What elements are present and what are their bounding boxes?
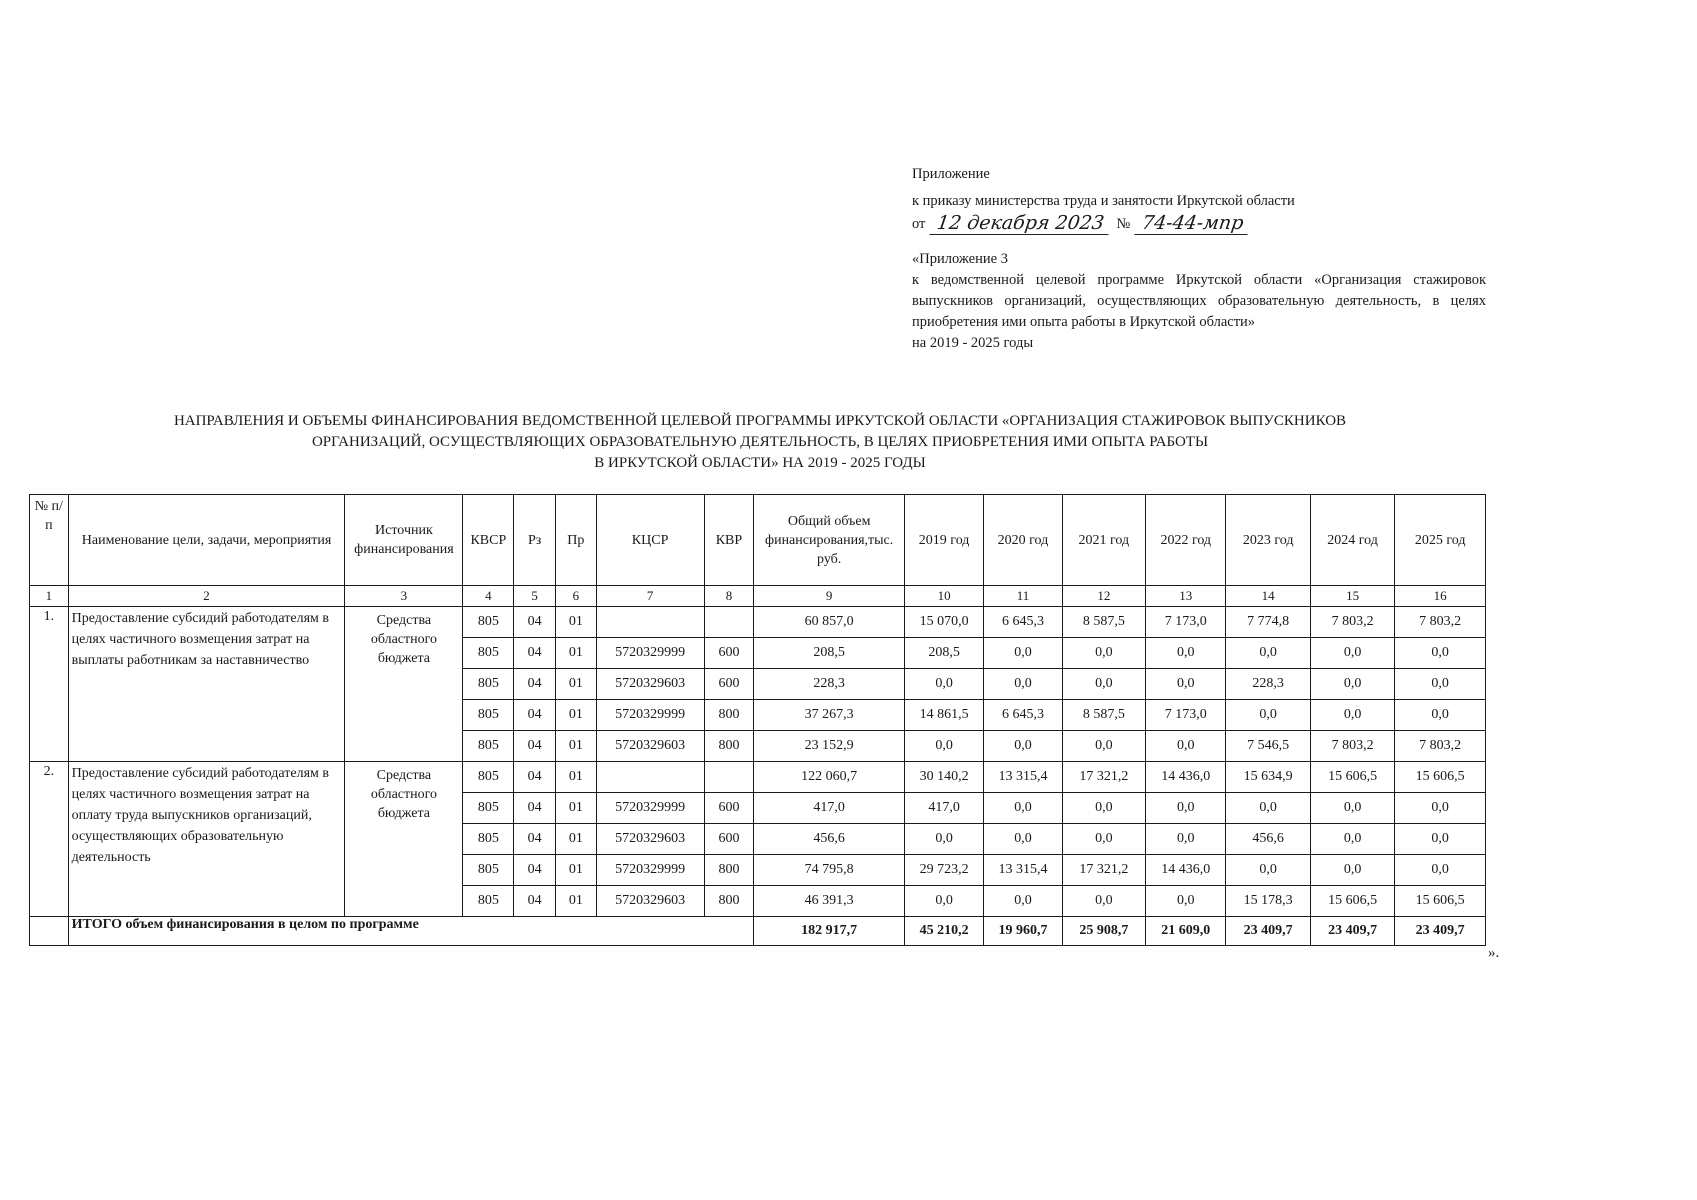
column-number: 6 bbox=[555, 586, 596, 607]
table-cell: 13 315,4 bbox=[984, 762, 1062, 793]
order-reference: к приказу министерства труда и занятости Иркутской области bbox=[912, 193, 1295, 209]
table-cell: 04 bbox=[514, 700, 556, 731]
column-number: 5 bbox=[514, 586, 556, 607]
column-number: 16 bbox=[1395, 586, 1486, 607]
table-cell: 0,0 bbox=[1226, 638, 1310, 669]
column-number: 4 bbox=[463, 586, 514, 607]
table-cell: 7 803,2 bbox=[1395, 731, 1486, 762]
table-cell: 6 645,3 bbox=[984, 700, 1062, 731]
table-cell: 600 bbox=[704, 824, 754, 855]
table-cell: 600 bbox=[704, 638, 754, 669]
table-cell: 0,0 bbox=[904, 886, 983, 917]
total-empty-cell bbox=[30, 917, 69, 946]
column-number-row bbox=[30, 586, 1486, 607]
row-index: 1. bbox=[30, 607, 69, 762]
table-cell: 0,0 bbox=[1146, 638, 1226, 669]
table-cell: 0,0 bbox=[1062, 638, 1145, 669]
table-cell: 15 070,0 bbox=[904, 607, 983, 638]
column-header: Общий объем финансирования,тыс. руб. bbox=[754, 495, 905, 586]
order-number-prefix: № bbox=[1116, 216, 1131, 232]
table-cell: 0,0 bbox=[1395, 638, 1486, 669]
table-cell: 5720329999 bbox=[596, 793, 704, 824]
table-cell: 0,0 bbox=[1146, 731, 1226, 762]
table-cell: 0,0 bbox=[1062, 886, 1145, 917]
column-number: 1 bbox=[30, 586, 69, 607]
column-number: 13 bbox=[1146, 586, 1226, 607]
table-cell: 0,0 bbox=[1395, 700, 1486, 731]
table-cell: 04 bbox=[514, 855, 556, 886]
table-cell: 15 606,5 bbox=[1395, 886, 1486, 917]
table-cell: 0,0 bbox=[984, 638, 1062, 669]
table-cell: 5720329603 bbox=[596, 669, 704, 700]
funding-source: Средства областного бюджета bbox=[345, 762, 463, 917]
column-header: 2024 год bbox=[1310, 495, 1394, 586]
table-cell bbox=[596, 762, 704, 793]
column-number: 8 bbox=[704, 586, 754, 607]
table-cell: 15 634,9 bbox=[1226, 762, 1310, 793]
table-cell: 0,0 bbox=[1062, 669, 1145, 700]
table-cell: 04 bbox=[514, 731, 556, 762]
table-cell: 0,0 bbox=[1226, 700, 1310, 731]
activity-name: Предоставление субсидий работодателям в целях частичного возмещения затрат на оплату труда выпускников организаций, осуществляющих образовательную деятельность bbox=[68, 762, 345, 917]
table-cell: 0,0 bbox=[984, 669, 1062, 700]
document-title bbox=[60, 411, 1460, 474]
table-cell: 7 774,8 bbox=[1226, 607, 1310, 638]
table-cell: 0,0 bbox=[1310, 700, 1394, 731]
table-cell: 15 606,5 bbox=[1395, 762, 1486, 793]
table-cell: 74 795,8 bbox=[754, 855, 905, 886]
table-cell: 0,0 bbox=[984, 886, 1062, 917]
table-cell: 14 436,0 bbox=[1146, 855, 1226, 886]
table-cell: 15 178,3 bbox=[1226, 886, 1310, 917]
table-cell: 17 321,2 bbox=[1062, 762, 1145, 793]
table-cell: 208,5 bbox=[904, 638, 983, 669]
column-header: 2019 год bbox=[904, 495, 983, 586]
table-cell: 01 bbox=[555, 793, 596, 824]
table-cell: 6 645,3 bbox=[984, 607, 1062, 638]
table-cell: 805 bbox=[463, 793, 514, 824]
table-cell: 04 bbox=[514, 669, 556, 700]
table-cell: 0,0 bbox=[1395, 669, 1486, 700]
column-number: 11 bbox=[984, 586, 1062, 607]
table-cell: 805 bbox=[463, 700, 514, 731]
table-cell: 600 bbox=[704, 669, 754, 700]
table-cell: 04 bbox=[514, 793, 556, 824]
table-cell: 29 723,2 bbox=[904, 855, 983, 886]
table-cell: 600 bbox=[704, 793, 754, 824]
table-cell: 14 861,5 bbox=[904, 700, 983, 731]
table-cell: 14 436,0 bbox=[1146, 762, 1226, 793]
table-cell: 805 bbox=[463, 886, 514, 917]
total-value: 19 960,7 bbox=[984, 917, 1062, 946]
table-cell: 15 606,5 bbox=[1310, 886, 1394, 917]
table-cell: 0,0 bbox=[1146, 886, 1226, 917]
table-cell: 0,0 bbox=[904, 731, 983, 762]
total-value: 23 409,7 bbox=[1310, 917, 1394, 946]
total-row bbox=[30, 917, 1486, 946]
table-cell: 805 bbox=[463, 669, 514, 700]
appendix3-text: к ведомственной целевой программе Иркутской области «Организация стажировок выпускников организаций, осуществляющих образовательную деятельность, в целях приобретения ими опыта работы в Иркутской области» bbox=[912, 272, 1486, 330]
column-header: 2022 год bbox=[1146, 495, 1226, 586]
table-cell: 228,3 bbox=[754, 669, 905, 700]
financing-table bbox=[29, 494, 1486, 946]
table-cell: 0,0 bbox=[1310, 638, 1394, 669]
table-row bbox=[30, 762, 1486, 793]
table-cell: 60 857,0 bbox=[754, 607, 905, 638]
table-cell: 0,0 bbox=[904, 824, 983, 855]
table-cell: 5720329999 bbox=[596, 700, 704, 731]
total-value: 23 409,7 bbox=[1395, 917, 1486, 946]
table-cell: 17 321,2 bbox=[1062, 855, 1145, 886]
column-number: 10 bbox=[904, 586, 983, 607]
column-header: № п/п bbox=[30, 495, 69, 586]
table-cell: 805 bbox=[463, 638, 514, 669]
table-cell: 0,0 bbox=[1146, 824, 1226, 855]
table-cell: 800 bbox=[704, 731, 754, 762]
table-row bbox=[30, 607, 1486, 638]
table-cell: 0,0 bbox=[984, 824, 1062, 855]
title-line-3: В ИРКУТСКОЙ ОБЛАСТИ» НА 2019 - 2025 ГОДЫ bbox=[594, 455, 926, 471]
table-cell: 0,0 bbox=[1226, 793, 1310, 824]
table-cell: 0,0 bbox=[1395, 824, 1486, 855]
column-number: 7 bbox=[596, 586, 704, 607]
table-cell: 0,0 bbox=[1310, 824, 1394, 855]
total-value: 23 409,7 bbox=[1226, 917, 1310, 946]
table-cell: 01 bbox=[555, 669, 596, 700]
table-cell: 01 bbox=[555, 886, 596, 917]
column-header: КВСР bbox=[463, 495, 514, 586]
table-cell: 0,0 bbox=[1146, 669, 1226, 700]
table-cell: 7 173,0 bbox=[1146, 700, 1226, 731]
table-cell: 417,0 bbox=[904, 793, 983, 824]
table-cell: 01 bbox=[555, 607, 596, 638]
closing-quote: ». bbox=[1488, 945, 1500, 961]
table-cell: 0,0 bbox=[1395, 793, 1486, 824]
table-cell: 01 bbox=[555, 638, 596, 669]
table-cell: 01 bbox=[555, 824, 596, 855]
total-value: 45 210,2 bbox=[904, 917, 983, 946]
table-cell: 04 bbox=[514, 638, 556, 669]
table-cell: 0,0 bbox=[1062, 793, 1145, 824]
order-date: 12 декабря 2023 bbox=[930, 212, 1112, 235]
table-cell: 30 140,2 bbox=[904, 762, 983, 793]
column-number: 9 bbox=[754, 586, 905, 607]
table-cell: 0,0 bbox=[984, 731, 1062, 762]
table-cell: 01 bbox=[555, 855, 596, 886]
table-cell: 0,0 bbox=[1146, 793, 1226, 824]
column-header: 2023 год bbox=[1226, 495, 1310, 586]
table-header-row bbox=[30, 495, 1486, 586]
table-cell: 805 bbox=[463, 824, 514, 855]
table-cell bbox=[704, 607, 754, 638]
table-cell: 5720329999 bbox=[596, 855, 704, 886]
table-cell: 805 bbox=[463, 855, 514, 886]
column-header: 2020 год bbox=[984, 495, 1062, 586]
column-number: 2 bbox=[68, 586, 345, 607]
table-cell: 0,0 bbox=[1062, 731, 1145, 762]
table-cell: 04 bbox=[514, 762, 556, 793]
table-cell: 7 803,2 bbox=[1310, 607, 1394, 638]
table-cell: 04 bbox=[514, 886, 556, 917]
table-cell: 13 315,4 bbox=[984, 855, 1062, 886]
table-cell: 0,0 bbox=[904, 669, 983, 700]
table-cell: 8 587,5 bbox=[1062, 607, 1145, 638]
column-header: Пр bbox=[555, 495, 596, 586]
table-cell: 5720329603 bbox=[596, 886, 704, 917]
table-cell: 46 391,3 bbox=[754, 886, 905, 917]
title-line-1: НАПРАВЛЕНИЯ И ОБЪЕМЫ ФИНАНСИРОВАНИЯ ВЕДОМСТВЕННОЙ ЦЕЛЕВОЙ ПРОГРАММЫ ИРКУТСКОЙ ОБЛАСТИ «ОРГАНИЗАЦИЯ СТАЖИРОВОК ВЫПУСКНИКОВ bbox=[173, 413, 1347, 429]
table-cell: 01 bbox=[555, 762, 596, 793]
table-cell: 37 267,3 bbox=[754, 700, 905, 731]
activity-name: Предоставление субсидий работодателям в целях частичного возмещения затрат на выплаты работникам за наставничество bbox=[68, 607, 345, 762]
column-header: 2025 год bbox=[1395, 495, 1486, 586]
table-cell: 228,3 bbox=[1226, 669, 1310, 700]
table-cell: 0,0 bbox=[984, 793, 1062, 824]
appendix3-years: на 2019 - 2025 годы bbox=[912, 335, 1034, 351]
table-cell: 0,0 bbox=[1310, 855, 1394, 886]
table-cell: 5720329999 bbox=[596, 638, 704, 669]
column-header: Источник финансирования bbox=[345, 495, 463, 586]
table-cell: 456,6 bbox=[754, 824, 905, 855]
table-cell: 208,5 bbox=[754, 638, 905, 669]
table-cell: 01 bbox=[555, 731, 596, 762]
table-cell: 7 173,0 bbox=[1146, 607, 1226, 638]
table-cell: 800 bbox=[704, 855, 754, 886]
table-cell: 5720329603 bbox=[596, 824, 704, 855]
order-date-line bbox=[912, 212, 1486, 235]
table-cell: 7 803,2 bbox=[1310, 731, 1394, 762]
table-cell: 122 060,7 bbox=[754, 762, 905, 793]
table-cell: 04 bbox=[514, 824, 556, 855]
table-cell: 800 bbox=[704, 886, 754, 917]
table-cell: 456,6 bbox=[1226, 824, 1310, 855]
total-label: ИТОГО объем финансирования в целом по программе bbox=[68, 917, 754, 946]
table-cell: 417,0 bbox=[754, 793, 905, 824]
table-cell bbox=[596, 607, 704, 638]
table-cell: 0,0 bbox=[1062, 824, 1145, 855]
title-line-2: ОРГАНИЗАЦИЙ, ОСУЩЕСТВЛЯЮЩИХ ОБРАЗОВАТЕЛЬНУЮ ДЕЯТЕЛЬНОСТЬ, В ЦЕЛЯХ ПРИОБРЕТЕНИЯ ИМИ ОПЫТА РАБОТЫ bbox=[311, 434, 1209, 450]
table-cell: 0,0 bbox=[1395, 855, 1486, 886]
appendix-header bbox=[912, 164, 1486, 354]
table-cell: 805 bbox=[463, 607, 514, 638]
column-header: 2021 год bbox=[1062, 495, 1145, 586]
table-cell: 0,0 bbox=[1310, 669, 1394, 700]
table-cell bbox=[704, 762, 754, 793]
table-cell: 7 546,5 bbox=[1226, 731, 1310, 762]
total-value: 182 917,7 bbox=[754, 917, 905, 946]
table-cell: 23 152,9 bbox=[754, 731, 905, 762]
total-value: 25 908,7 bbox=[1062, 917, 1145, 946]
table-cell: 15 606,5 bbox=[1310, 762, 1394, 793]
column-header: Наименование цели, задачи, мероприятия bbox=[68, 495, 345, 586]
funding-source: Средства областного бюджета bbox=[345, 607, 463, 762]
appendix-label: Приложение bbox=[912, 166, 990, 182]
order-from-prefix: от bbox=[912, 216, 926, 232]
total-value: 21 609,0 bbox=[1146, 917, 1226, 946]
table-cell: 8 587,5 bbox=[1062, 700, 1145, 731]
order-number: 74-44-мпр bbox=[1135, 212, 1252, 235]
table-cell: 805 bbox=[463, 762, 514, 793]
column-number: 12 bbox=[1062, 586, 1145, 607]
table-cell: 04 bbox=[514, 607, 556, 638]
row-index: 2. bbox=[30, 762, 69, 917]
table-cell: 01 bbox=[555, 700, 596, 731]
table-cell: 0,0 bbox=[1310, 793, 1394, 824]
column-header: КВР bbox=[704, 495, 754, 586]
column-header: КЦСР bbox=[596, 495, 704, 586]
table-cell: 0,0 bbox=[1226, 855, 1310, 886]
table-cell: 5720329603 bbox=[596, 731, 704, 762]
column-number: 15 bbox=[1310, 586, 1394, 607]
appendix3-title: «Приложение 3 bbox=[912, 251, 1008, 267]
table-cell: 800 bbox=[704, 700, 754, 731]
column-number: 14 bbox=[1226, 586, 1310, 607]
table-cell: 7 803,2 bbox=[1395, 607, 1486, 638]
column-header: Рз bbox=[514, 495, 556, 586]
table-cell: 805 bbox=[463, 731, 514, 762]
column-number: 3 bbox=[345, 586, 463, 607]
